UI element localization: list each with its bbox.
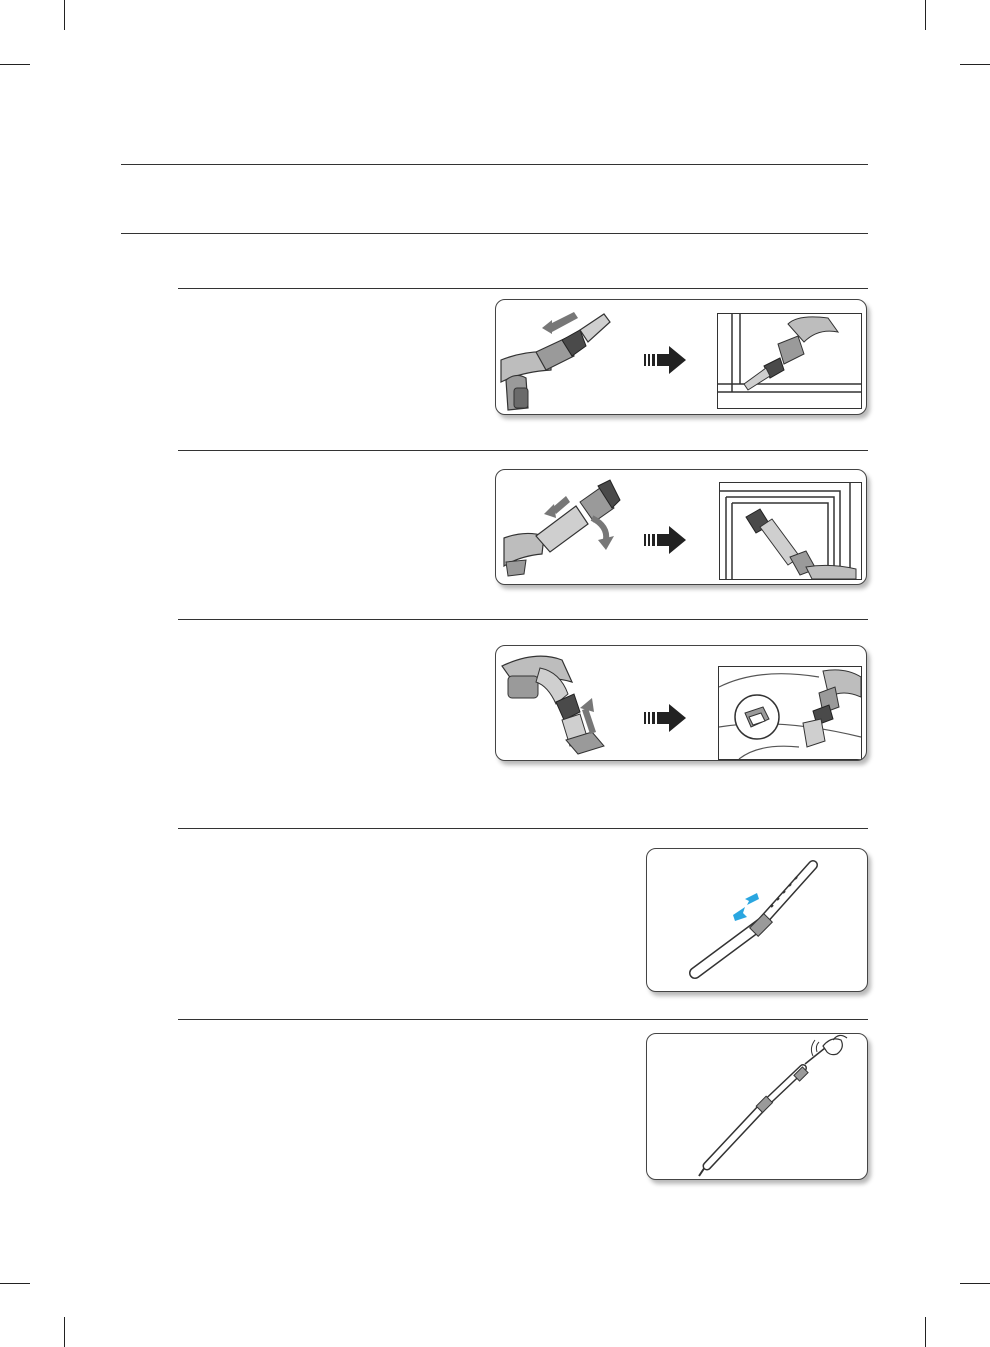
header-rule-bottom [121,233,868,234]
crop-mark-bottom-right-h [960,1283,990,1284]
brush-use-inset [719,482,862,580]
crop-mark-bottom-right-v [925,1317,926,1347]
telescopic-pipe-hand-drawing [647,1034,867,1179]
section-rule-3 [178,619,868,620]
crop-mark-top-right-h [960,64,990,65]
sofa-upholstery-drawing [719,667,861,759]
crop-mark-bottom-left-v [64,1317,65,1347]
illustration-telescopic-pipe-adjust [646,848,868,992]
section-rule-1 [178,288,868,289]
window-frame-brush-drawing [720,483,861,579]
header-rule-top [121,164,868,165]
illustration-crevice-tool [495,299,867,415]
crop-mark-top-right-v [925,0,926,30]
illustration-dusting-brush [495,469,867,585]
section-rule-5 [178,1019,868,1020]
window-frame-crevice-drawing [718,314,861,408]
illustration-telescopic-pipe-hand [646,1033,868,1180]
section-rule-4 [178,828,868,829]
crop-mark-bottom-left-h [0,1283,30,1284]
crop-mark-top-left-v [64,0,65,30]
upholstery-use-inset [718,666,862,760]
step-arrow-3 [644,704,688,732]
section-rule-2 [178,450,868,451]
step-arrow-2 [644,526,688,554]
illustration-upholstery-tool [495,645,867,761]
step-arrow-1 [644,346,688,374]
telescopic-pipe-drawing [647,849,867,991]
crevice-use-inset [717,313,862,409]
crop-mark-top-left-h [0,64,30,65]
